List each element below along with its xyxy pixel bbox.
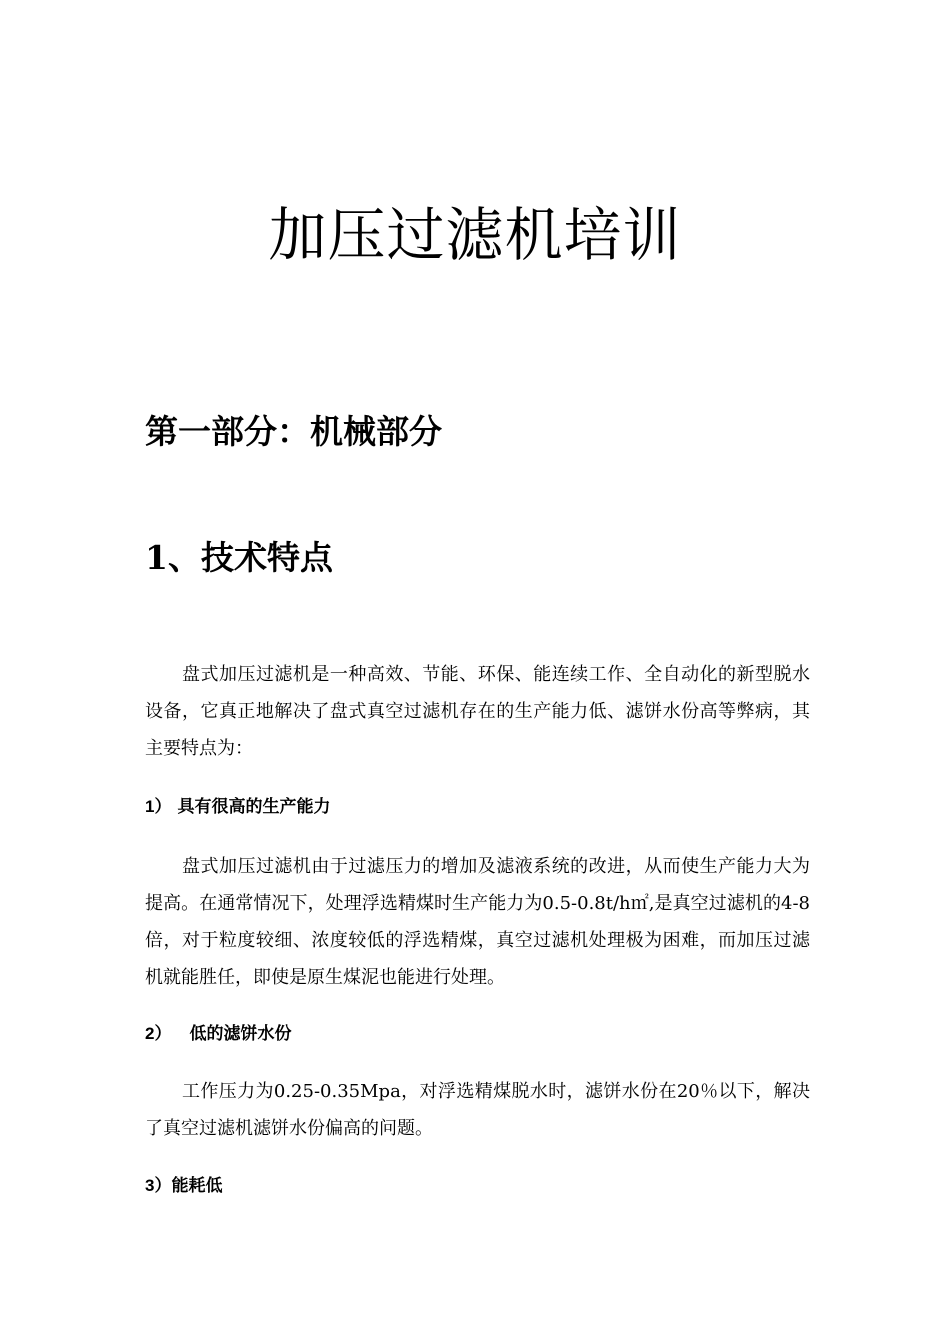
item-paragraph-1: 盘式加压过滤机由于过滤压力的增加及滤液系统的改进，从而使生产能力大为提高。在通常情况下，处理浮选精煤时生产能力为0.5-0.8t/h㎡,是真空过滤机的4-8倍，对于粒度较细、浓度较低的浮选精煤，真空过滤机处理极为困难，而加压过滤机就能胜任，即使是原生煤泥也能进行处理。 — [145, 856, 810, 988]
item-heading-3 — [145, 1174, 222, 1198]
item-number-3: 3） — [145, 1176, 172, 1195]
item-title-2: 低的滤饼水份 — [189, 1024, 292, 1043]
item-title-3: 能耗低 — [171, 1176, 223, 1195]
section-heading: 1、技术特点 — [145, 538, 333, 577]
item-paragraph-2: 工作压力为0.25-0.35Mpa，对浮选精煤脱水时，滤饼水份在20％以下，解决了真空过滤机滤饼水份偏高的问题。 — [145, 1081, 810, 1139]
item-title-1: 具有很高的生产能力 — [177, 797, 331, 816]
item-heading-1 — [145, 795, 330, 819]
item-number-2: 2） — [145, 1024, 172, 1043]
intro-paragraph: 盘式加压过滤机是一种高效、节能、环保、能连续工作、全自动化的新型脱水设备，它真正地解决了盘式真空过滤机存在的生产能力低、滤饼水份高等弊病，其主要特点为： — [145, 664, 810, 759]
item-number-1: 1） — [145, 797, 172, 816]
document-title: 加压过滤机培训 — [268, 201, 682, 269]
part-heading: 第一部分：机械部分 — [145, 412, 442, 451]
item-heading-2 — [145, 1022, 291, 1046]
